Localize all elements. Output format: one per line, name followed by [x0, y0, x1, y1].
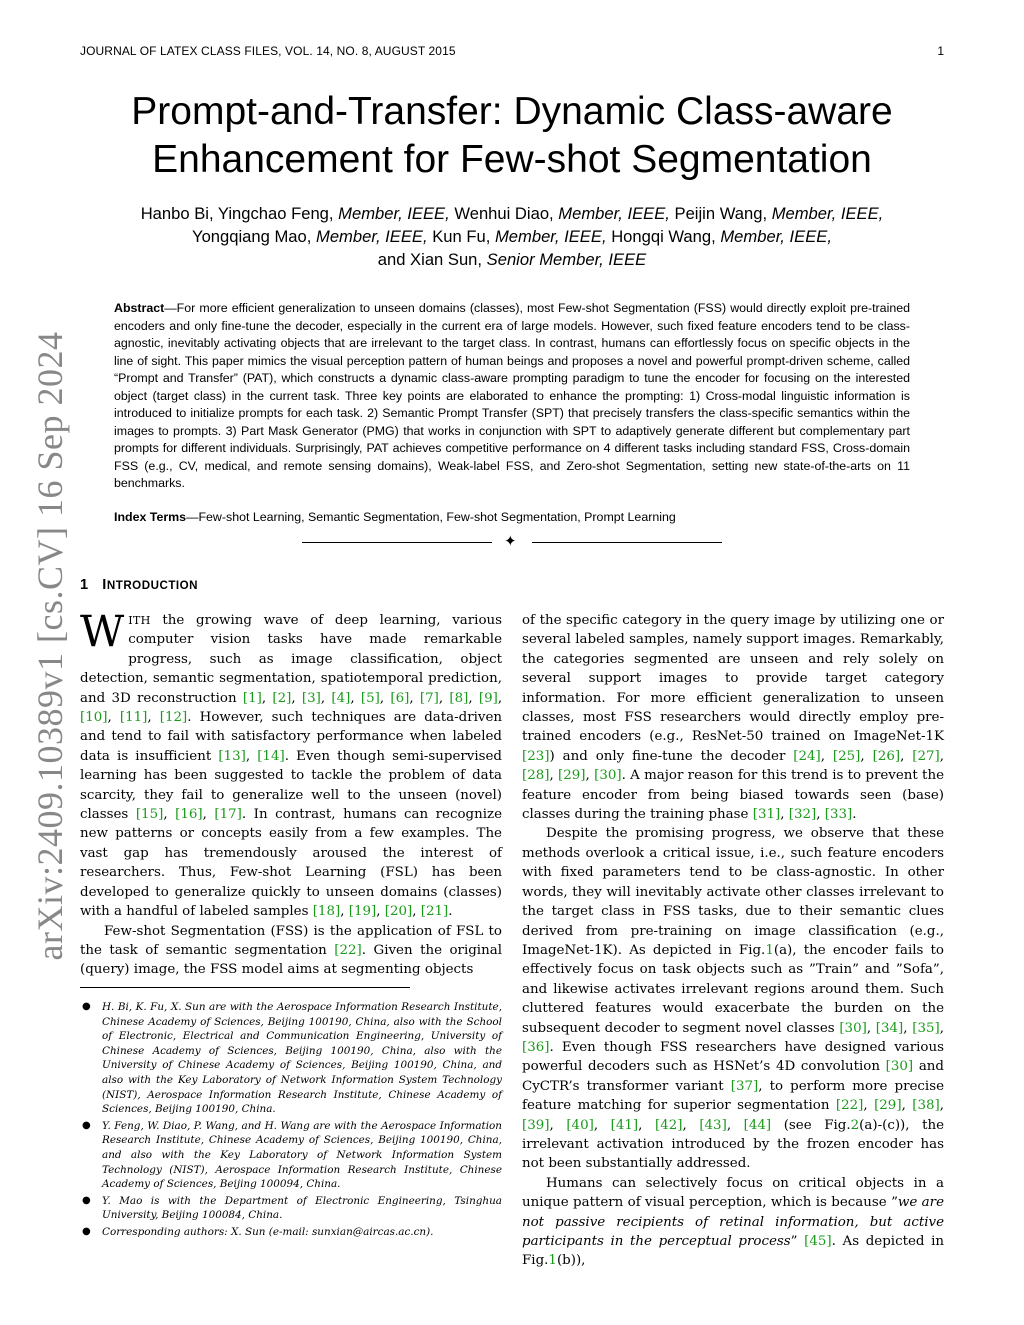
author-names: Wenhui Diao,	[454, 204, 554, 223]
body-text: the growing wave of deep learning, various computer vision tasks have made remarkable progress, such as image classification, object detection, semantic segmentation, spatiotemporal prediction, and 3D reconstruction	[80, 613, 502, 706]
body-text: . In contrast, humans can recognize new patterns or concepts easily from a few examples. The vast gap has tremendously aroused the interest of researchers. Thus, Few-shot Learning (FSL) has been developed to generalize quickly to unseen domains (classes) with a handful of labeled samples	[80, 807, 502, 920]
page-number: 1	[937, 44, 944, 58]
citation-link[interactable]: [2]	[272, 690, 292, 706]
footnote-text: H. Bi, K. Fu, X. Sun are with the Aerospace Information Research Institute, Chinese Academy of Sciences, Beijing 100190, China, also with the School of Electronic, Electrical and Communication Engineering, University of Chinese Academy of Sciences, Beijing 100190, China, also with the University of Chinese Academy of Sciences, Beijing 100190, China, and also with the Key Laboratory of Network Information System Technology (NIST), Aerospace Information Research Institute, Chinese Academy of Sciences, Beijing 100190, China.	[102, 1001, 502, 1116]
right-column	[522, 611, 944, 1271]
intro-paragraph-4: Despite the promising progress, we observe that these methods overlook a critical issue, i.e., such feature encoders with fixed parameters tend to be class-agnostic. In other words, they will inevitably activate other classes irrelevant to the target class in FSS tasks, due to their semantic clues derived from pre-training on image classification (e.g., ImageNet-1K). As depicted in Fig.1(a), the encoder fails to effectively focus on task objects such as ”Train” and ”Sofa”, and likewise activates irrelevant regions around them. Such cluttered features would exacerbate the burden on the subsequent decoder to segment novel classes [30], [34], [35], [36]. Even though FSS researchers have designed various powerful decoders such as HSNet’s 4D convolution [30] and CyCTR’s transformer variant [37], to perform more precise feature matching for superior segmentation [22], [29], [38], [39], [40], [41], [42], [43], [44] (see Fig.2(a)-(c)), the irrelevant activation introduced by the frozen encoder has not been substantially addressed.	[522, 826, 945, 1172]
body-text: (see Fig.	[771, 1117, 851, 1133]
body-text: . However, such techniques are data-driven and tend to fail with satisfactory performance when labeled data is insufficient	[80, 710, 503, 764]
body-text: . Even though FSS researchers have designed various powerful decoders such as HSNet’s 4D convolution	[522, 1039, 944, 1075]
citation-link[interactable]: [15]	[135, 807, 164, 823]
author-role: Member, IEEE,	[338, 204, 450, 223]
bullet-icon: ●	[82, 1225, 91, 1237]
citation-link[interactable]: [36]	[522, 1039, 550, 1055]
left-column	[80, 607, 503, 980]
body-text: . As depicted in Fig.	[522, 1234, 944, 1269]
intro-paragraph-5	[522, 1174, 944, 1271]
section-title-initial: I	[102, 577, 107, 593]
author-line-1	[90, 202, 934, 225]
author-role: Member, IEEE,	[316, 227, 428, 246]
citation-link[interactable]: [6]	[390, 690, 410, 706]
body-text: . Given the original (query) image, the FSS model aims at segmenting objects	[80, 942, 502, 978]
author-role: Member, IEEE,	[720, 227, 832, 246]
footnotes	[80, 1000, 502, 1242]
footnote-item	[80, 1119, 502, 1192]
author-role: Member, IEEE,	[771, 204, 884, 223]
divider-rule-left	[302, 542, 492, 543]
citation-link[interactable]: [25]	[832, 748, 861, 764]
citation-link[interactable]: [28]	[522, 768, 550, 784]
citation-link[interactable]: [45]	[804, 1234, 832, 1249]
citation-link[interactable]: [30]	[594, 768, 622, 784]
citation-link[interactable]: [3]	[301, 690, 321, 706]
citation-link[interactable]: [1]	[242, 690, 262, 706]
citation-link[interactable]: [18]	[312, 904, 341, 920]
citation-link[interactable]: [41]	[610, 1117, 639, 1133]
footnote-rule	[80, 987, 410, 988]
citation-link[interactable]: [26]	[872, 748, 901, 764]
citation-link[interactable]: [9]	[478, 690, 498, 706]
author-names: Yongqiang Mao,	[192, 227, 312, 246]
body-text: Despite the promising progress, we observe that these methods overlook a critical issue, i.e., such feature encoders with fixed parameters tend to be class-agnostic. In other words, they will inevitably activate other classes irrelevant to the target class in FSS tasks, due to their semantic clues derived from pre-training on image classification (e.g., ImageNet-1K). As depicted in Fig.	[522, 826, 944, 958]
citation-link[interactable]: [35]	[912, 1020, 940, 1036]
citation-link[interactable]: [22]	[835, 1098, 864, 1114]
citation-link[interactable]: [23]	[522, 748, 550, 764]
citation-link[interactable]: [14]	[257, 748, 285, 764]
citation-link[interactable]: [22]	[334, 942, 362, 958]
citation-link[interactable]: [13]	[218, 748, 246, 764]
quoted-text: we are not passive recipients of retinal information, but active participants in the perceptual process	[522, 1195, 944, 1249]
citation-link[interactable]: [43]	[699, 1117, 727, 1133]
section-heading-introduction	[80, 577, 198, 593]
abstract	[114, 300, 910, 493]
citation-link[interactable]: [38]	[912, 1098, 940, 1114]
citation-link[interactable]: [29]	[558, 768, 586, 784]
figure-link[interactable]: 1	[765, 942, 774, 958]
intro-paragraph-1: WITH the growing wave of deep learning, various computer vision tasks have made remarkable progress, such as image classification, object detection, semantic segmentation, spatiotemporal prediction, and 3D reconstruction [1], [2], [3], [4], [5], [6], [7], [8], [9], [10], [11], [12]. However, such techniques are data-driven and tend to fail with satisfactory performance when labeled data is insufficient [13], [14]. Even though semi-supervised learning has been suggested to tackle the problem of data scarcity, they fail to generalize well to the unseen (novel) classes [15], [16], [17]. In contrast, humans can recognize new patterns or concepts easily from a few examples. The vast gap has tremendously aroused the interest of researchers. Thus, Few-shot Learning (FSL) has been developed to generalize quickly to unseen domains (classes) with a handful of labeled samples [18], [19], [20], [21].	[80, 607, 503, 920]
author-list	[90, 202, 934, 271]
body-text: and CyCTR’s transformer variant	[522, 1059, 944, 1094]
author-names: Kun Fu,	[432, 227, 491, 246]
citation-link[interactable]: [5]	[360, 690, 380, 706]
citation-link[interactable]: [20]	[384, 904, 413, 920]
section-divider	[302, 534, 722, 550]
footnote-text: Corresponding authors: X. Sun (e-mail: sunxian@aircas.ac.cn).	[102, 1225, 434, 1238]
bullet-icon: ●	[82, 1119, 91, 1131]
figure-link[interactable]: 2	[850, 1117, 860, 1133]
footnote-item	[80, 1194, 502, 1223]
index-terms-label: Index Terms	[114, 510, 187, 524]
citation-link[interactable]: [30]	[885, 1059, 914, 1075]
citation-link[interactable]: [24]	[793, 748, 821, 764]
body-text: (a)-(c)), the irrelevant activation introduced by the frozen encoder has not been substantially addressed.	[522, 1117, 945, 1172]
abstract-text: —For more efficient generalization to unseen domains (classes), most Few-shot Segmentation (FSS) would directly exploit pre-trained encoders and only fine-tune the decoder, especially in the current era of large models. However, such fixed feature encoders tend to be class-agnostic, inevitably activating objects that are irrelevant to the target class. In contrast, humans can effortlessly focus on specific objects in the line of sight. This paper mimics the visual perception pattern of human beings and proposes a novel and powerful prompt-driven scheme, called “Prompt and Transfer” (PAT), which constructs a dynamic class-aware prompting paradigm to tune the encoder for focusing on the interested object (target class) in the current task. Three key points are elaborated to enhance the prompting: 1) Cross-modal linguistic information is introduced to initialize prompts for each task. 2) Semantic Prompt Transfer (SPT) that precisely transfers the class-specific semantics within the images to prompts. 3) Part Mask Generator (PMG) that works in conjunction with SPT to adaptively generate different but complementary part prompts for different individuals. Surprisingly, PAT achieves competitive performance on 4 different tasks including standard FSS, Cross-domain FSS (e.g., CV, medical, and remote sensing domains), Weak-label FSS, and Zero-shot Segmentation, setting new state-of-the-arts on 11 benchmarks.	[114, 301, 910, 490]
citation-link[interactable]: [30]	[839, 1020, 867, 1036]
citation-link[interactable]: [8]	[449, 690, 469, 706]
paper-title-line-2: Enhancement for Few-shot Segmentation	[152, 138, 872, 181]
citation-link[interactable]: [37]	[730, 1078, 759, 1094]
body-text: (a), the encoder fails to effectively focus on task objects such as ”Train” and ”Sofa”, and likewise activates irrelevant regions around them. Such cluttered features would exacerbate the burden on the subsequent decoder to segment novel classes	[522, 942, 944, 1036]
citation-link[interactable]: [17]	[214, 807, 242, 823]
author-names: Hanbo Bi, Yingchao Feng,	[140, 204, 334, 223]
author-role: Member, IEEE,	[558, 204, 670, 223]
citation-link[interactable]: [34]	[875, 1020, 904, 1036]
divider-rule-right	[532, 542, 722, 543]
body-text: ”	[790, 1234, 805, 1249]
footnote-item	[80, 1225, 502, 1240]
author-names: and Xian Sun,	[377, 250, 483, 269]
author-names: Hongqi Wang,	[611, 227, 716, 246]
footnote-text: Y. Mao is with the Department of Electronic Engineering, Tsinghua University, Beijing 100084, China.	[102, 1194, 502, 1222]
citation-link[interactable]: [12]	[159, 710, 188, 726]
bullet-icon: ●	[82, 1194, 91, 1206]
body-text: (b)),	[556, 1253, 586, 1269]
author-line-3	[90, 248, 934, 271]
citation-link[interactable]: [16]	[175, 807, 203, 823]
body-text: Humans can selectively focus on critical objects in a unique pattern of visual perception, which is because ”	[522, 1175, 944, 1211]
citation-link[interactable]: [29]	[874, 1098, 902, 1114]
body-text: .	[852, 807, 857, 823]
author-line-2	[90, 225, 934, 248]
body-text: . A major reason for this trend is to prevent the feature encoder from being biased towards seen (base) classes during the training phase	[522, 768, 944, 823]
citation-link[interactable]: [11]	[119, 710, 148, 726]
author-role: Member, IEEE,	[494, 227, 607, 246]
index-terms	[114, 509, 910, 527]
abstract-label: Abstract	[114, 301, 165, 315]
paper-title	[90, 88, 934, 184]
running-head: JOURNAL OF LATEX CLASS FILES, VOL. 14, NO. 8, AUGUST 2015	[80, 44, 456, 58]
citation-link[interactable]: [21]	[420, 904, 449, 920]
drop-cap: W	[80, 607, 125, 657]
citation-link[interactable]: [44]	[743, 1117, 772, 1133]
body-text: Few-shot Segmentation (FSS) is the application of FSL to the task of semantic segmentation	[80, 923, 502, 958]
paper-title-line-1: Prompt-and-Transfer: Dynamic Class-aware	[131, 90, 893, 133]
small-caps-lead: ITH	[128, 614, 151, 627]
footnote-text: Y. Feng, W. Diao, P. Wang, and H. Wang are with the Aerospace Information Research Institute, Chinese Academy of Sciences, Beijing 100190, China, and also with the Key Laboratory of Network Information System Technology (NIST), Aerospace Information Research Institute, Chinese Academy of Sciences, Beijing 100094, China.	[102, 1119, 502, 1191]
four-point-star-icon: ✦	[504, 532, 517, 550]
author-role: Senior Member, IEEE	[486, 250, 647, 269]
bullet-icon: ●	[82, 1001, 91, 1012]
section-title-rest: NTRODUCTION	[106, 579, 199, 592]
intro-paragraph-2	[80, 922, 502, 980]
citation-link[interactable]: [42]	[654, 1117, 683, 1133]
intro-paragraph-3: of the specific category in the query image by utilizing one or several labeled samples, namely support images. Remarkably, the categories segmented are unseen and rely solely on several support images to provide target category information. For more efficient generalization to unseen classes, most FSS researchers would directly employ pre-trained encoders (e.g., ResNet-50 trained on ImageNet-1K [23]) and only fine-tune the decoder [24], [25], [26], [27], [28], [29], [30]. A major reason for this trend is to prevent the feature encoder from being biased towards seen (base) classes during the training phase [31], [32], [33].	[522, 613, 944, 823]
body-text: ) and only fine-tune the decoder	[549, 748, 794, 764]
body-text: .	[448, 904, 453, 920]
citation-link[interactable]: [33]	[824, 807, 853, 823]
section-number: 1	[80, 577, 89, 593]
citation-link[interactable]: [4]	[331, 690, 351, 706]
author-names: Peijin Wang,	[674, 204, 768, 223]
figure-link[interactable]: 1	[548, 1253, 557, 1269]
citation-link[interactable]: [27]	[912, 748, 940, 764]
citation-link[interactable]: [7]	[419, 690, 439, 706]
citation-link[interactable]: [40]	[566, 1117, 594, 1133]
arxiv-stamp: arXiv:2409.10389v1 [cs.CV] 16 Sep 2024	[30, 331, 70, 961]
citation-link[interactable]: [19]	[348, 904, 377, 920]
citation-link[interactable]: [32]	[788, 807, 817, 823]
body-text: of the specific category in the query image by utilizing one or several labeled samples, namely support images. Remarkably, the categories segmented are unseen and rely solely on several support images to provide target category information. For more efficient generalization to unseen classes, most FSS researchers would directly employ pre-trained encoders (e.g., ResNet-50 trained on ImageNet-1K	[522, 613, 944, 745]
body-text: . Even though semi-supervised learning has been suggested to tackle the problem of data scarcity, they fail to generalize well to the unseen (novel) classes	[80, 748, 502, 823]
index-terms-text: —Few-shot Learning, Semantic Segmentation, Few-shot Segmentation, Prompt Learning	[186, 510, 676, 524]
citation-link[interactable]: [39]	[522, 1117, 550, 1133]
citation-link[interactable]: [10]	[80, 710, 108, 726]
citation-link[interactable]: [31]	[752, 807, 781, 823]
footnote-item	[80, 1000, 502, 1117]
body-text: , to perform more precise feature matching for superior segmentation	[522, 1078, 944, 1114]
